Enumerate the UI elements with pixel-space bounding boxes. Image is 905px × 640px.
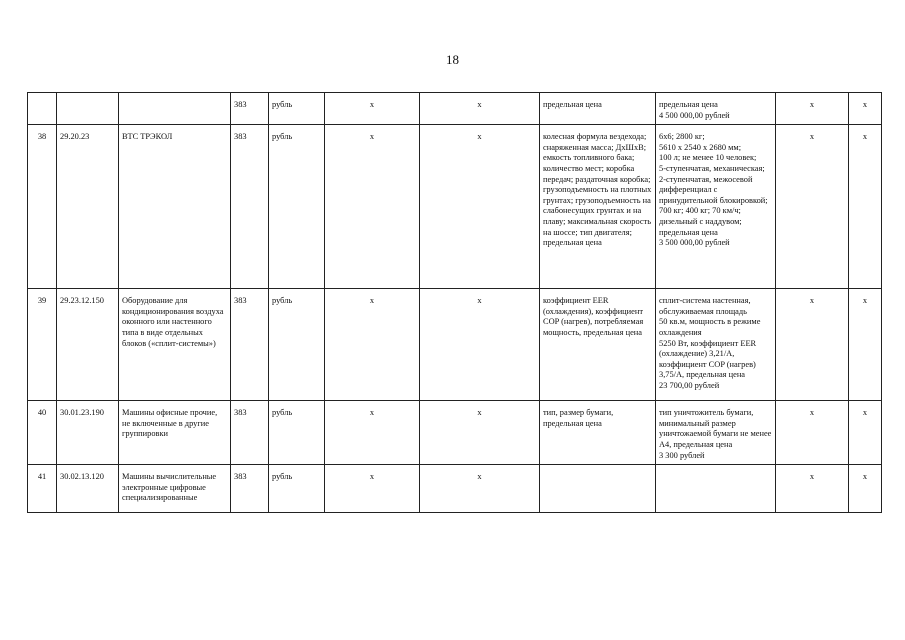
- item-name-cell: Машины вычислительные электронные цифровые специализированные: [119, 465, 231, 513]
- row-number-cell: [28, 93, 57, 125]
- empty-mark-cell: x: [776, 125, 849, 289]
- empty-mark-cell: x: [325, 289, 420, 401]
- table-row: [28, 289, 882, 401]
- empty-mark-cell: x: [849, 93, 882, 125]
- row-number-cell: 41: [28, 465, 57, 513]
- characteristic-cell: тип, размер бумаги, предельная цена: [540, 401, 656, 465]
- empty-mark-cell: x: [849, 465, 882, 513]
- okpd-code-cell: 30.01.23.190: [57, 401, 119, 465]
- empty-mark-cell: x: [849, 401, 882, 465]
- value-cell: тип уничтожитель бумаги, минимальный размер уничтожаемой бумаги не менее А4, предельная цена 3 300 рублей: [656, 401, 776, 465]
- unit-name-cell: рубль: [269, 93, 325, 125]
- empty-mark-cell: x: [776, 289, 849, 401]
- row-number-cell: 38: [28, 125, 57, 289]
- row-number-cell: 40: [28, 401, 57, 465]
- unit-name-cell: рубль: [269, 465, 325, 513]
- row-number-cell: 39: [28, 289, 57, 401]
- empty-mark-cell: x: [420, 93, 540, 125]
- empty-mark-cell: x: [325, 465, 420, 513]
- characteristic-cell: коэффициент EER (охлаждения), коэффициент COP (нагрев), потребляемая мощность, предельная цена: [540, 289, 656, 401]
- unit-code-cell: 383: [231, 125, 269, 289]
- characteristic-cell: [540, 465, 656, 513]
- empty-mark-cell: x: [325, 401, 420, 465]
- unit-code-cell: 383: [231, 465, 269, 513]
- empty-mark-cell: x: [776, 401, 849, 465]
- empty-mark-cell: x: [420, 401, 540, 465]
- table-row: [28, 93, 882, 125]
- empty-mark-cell: x: [849, 289, 882, 401]
- characteristics-table: [27, 92, 882, 513]
- unit-code-cell: 383: [231, 289, 269, 401]
- okpd-code-cell: 30.02.13.120: [57, 465, 119, 513]
- characteristic-cell: колесная формула вездехода; снаряженная масса; ДхШхВ; емкость топливного бака; количество мест; коробка передач; раздаточная коробка; грузоподъемность на плотных грунтах; грузоподъемность на слабонесущих грунтах и на плаву; максимальная скорость на шоссе; тип двигателя; предельная цена: [540, 125, 656, 289]
- empty-mark-cell: x: [325, 125, 420, 289]
- item-name-cell: Машины офисные прочие, не включенные в другие группировки: [119, 401, 231, 465]
- empty-mark-cell: x: [420, 289, 540, 401]
- empty-mark-cell: x: [420, 125, 540, 289]
- unit-name-cell: рубль: [269, 125, 325, 289]
- item-name-cell: Оборудование для кондиционирования воздуха оконного или настенного типа в виде отдельных блоков («сплит-системы»): [119, 289, 231, 401]
- empty-mark-cell: x: [420, 465, 540, 513]
- item-name-cell: ВТС ТРЭКОЛ: [119, 125, 231, 289]
- value-cell: предельная цена 4 500 000,00 рублей: [656, 93, 776, 125]
- empty-mark-cell: x: [325, 93, 420, 125]
- unit-code-cell: 383: [231, 93, 269, 125]
- value-cell: сплит-система настенная, обслуживаемая площадь 50 кв.м, мощность в режиме охлаждения 5250 Вт, коэффициент EER (охлаждение) 3,21/А, коэффициент COP (нагрев) 3,75/А, предельная цена 23 700,00 рублей: [656, 289, 776, 401]
- table-row: [28, 125, 882, 289]
- empty-mark-cell: x: [776, 465, 849, 513]
- okpd-code-cell: [57, 93, 119, 125]
- characteristic-cell: предельная цена: [540, 93, 656, 125]
- value-cell: [656, 465, 776, 513]
- unit-code-cell: 383: [231, 401, 269, 465]
- table-row: [28, 465, 882, 513]
- table-row: [28, 401, 882, 465]
- unit-name-cell: рубль: [269, 289, 325, 401]
- unit-name-cell: рубль: [269, 401, 325, 465]
- empty-mark-cell: x: [776, 93, 849, 125]
- empty-mark-cell: x: [849, 125, 882, 289]
- item-name-cell: [119, 93, 231, 125]
- okpd-code-cell: 29.23.12.150: [57, 289, 119, 401]
- page-number: 18: [446, 52, 459, 67]
- value-cell: 6х6; 2800 кг; 5610 х 2540 х 2680 мм; 100 л; не менее 10 человек; 5-ступенчатая, механическая; 2-ступенчатая, межосевой дифференциал с принудительной блокировкой; 700 кг; 400 кг; 70 км/ч; дизельный с наддувом; предельная цена 3 500 000,00 рублей: [656, 125, 776, 289]
- okpd-code-cell: 29.20.23: [57, 125, 119, 289]
